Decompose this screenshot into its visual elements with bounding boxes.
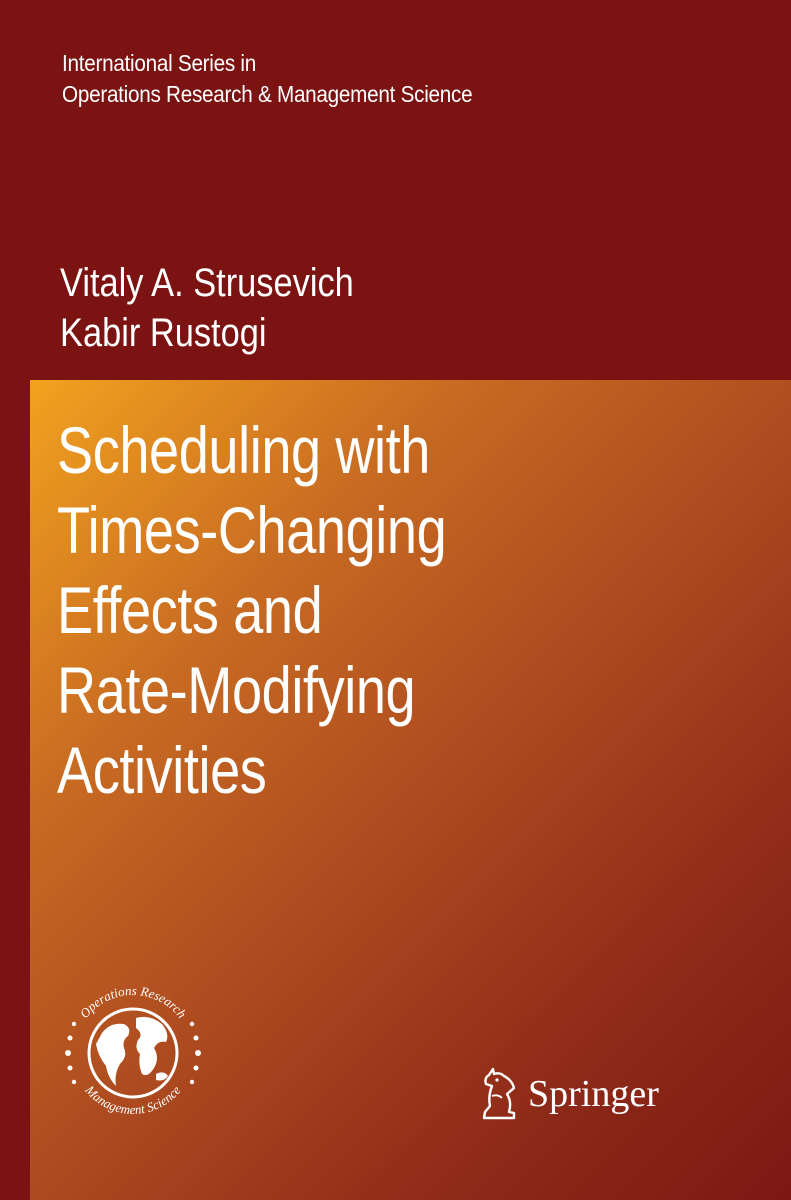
- author-name: Vitaly A. Strusevich: [60, 261, 354, 305]
- seal-top-text: Operations Research: [76, 982, 190, 1021]
- book-title: [57, 410, 446, 810]
- title-line: Effects and: [57, 573, 323, 647]
- or-ms-seal: [58, 978, 208, 1128]
- title-line: Rate-Modifying: [57, 653, 416, 727]
- title-line: Activities: [57, 733, 267, 807]
- series-line-2: Operations Research & Management Science: [62, 81, 473, 107]
- seal-graphic: [58, 978, 208, 1128]
- author-name: Kabir Rustogi: [60, 311, 267, 355]
- publisher-name: Springer: [528, 1073, 659, 1115]
- globe-icon: [89, 1009, 177, 1097]
- author-list: [60, 258, 354, 358]
- title-line: Times-Changing: [57, 493, 447, 567]
- seal-bottom-text: Management Science: [82, 1082, 184, 1118]
- title-line: Scheduling with: [57, 413, 430, 487]
- seal-dots: [65, 1022, 201, 1084]
- publisher-logo: [476, 1066, 659, 1122]
- series-title: [62, 48, 472, 110]
- springer-horse-icon: [476, 1066, 522, 1122]
- series-line-1: International Series in: [62, 50, 257, 76]
